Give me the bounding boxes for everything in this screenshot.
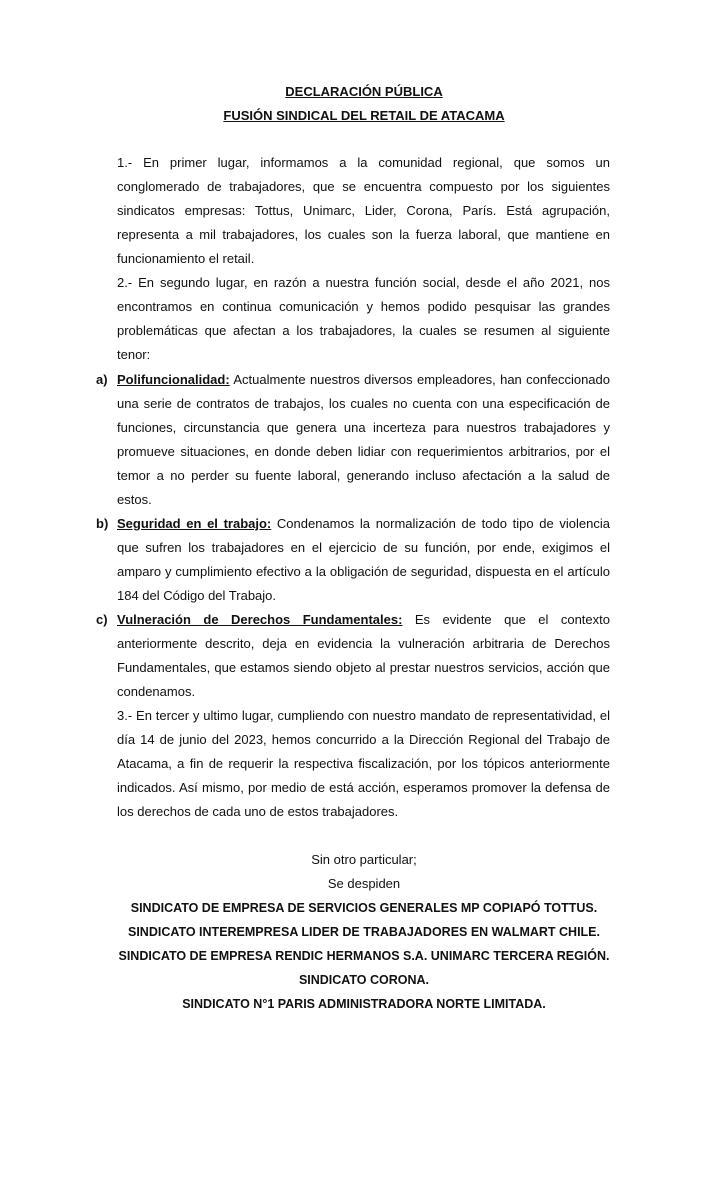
signatory: SINDICATO CORONA.	[298, 973, 430, 987]
item-b	[117, 512, 610, 608]
item-b-lead: Seguridad en el trabajo:	[117, 516, 272, 531]
document-title: DECLARACIÓN PÚBLICA	[285, 84, 443, 99]
item-a-text: Actualmente nuestros diversos empleadores, han confeccionado una serie de contratos de trabajos, los cuales no cuenta con una especificación de funciones, circunstancia que genera una incerteza para nuestros trabajadores y promueve situaciones, en donde deben lidiar con requerimientos arbitrarios, por el temor a no perder su fuente laboral, generando incluso afectación a la salud de estos.	[117, 372, 610, 507]
closing-line-1: Sin otro particular;	[311, 852, 417, 867]
item-c-lead: Vulneración de Derechos Fundamentales:	[117, 612, 403, 627]
item-c-letter: c)	[96, 612, 108, 627]
paragraph-2: 2.- En segundo lugar, en razón a nuestra función social, desde el año 2021, nos encontramos en continua comunicación y hemos podido pesquisar las grandes problemáticas que afectan a los trabajadores, la cuales se resumen al siguiente tenor:	[117, 275, 610, 362]
item-a-lead: Polifuncionalidad:	[117, 372, 230, 387]
item-b-letter: b)	[96, 516, 109, 531]
signatory: SINDICATO DE EMPRESA RENDIC HERMANOS S.A. UNIMARC TERCERA REGIÓN.	[118, 949, 610, 963]
signatory: SINDICATO DE EMPRESA DE SERVICIOS GENERALES MP COPIAPÓ TOTTUS.	[130, 901, 598, 915]
signatory: SINDICATO INTEREMPRESA LIDER DE TRABAJADORES EN WALMART CHILE.	[127, 925, 600, 939]
signatory: SINDICATO N°1 PARIS ADMINISTRADORA NORTE LIMITADA.	[182, 997, 546, 1011]
paragraph-3: 3.- En tercer y ultimo lugar, cumpliendo con nuestro mandato de representatividad, el día 14 de junio del 2023, hemos concurrido a la Dirección Regional del Trabajo de Atacama, a fin de requerir la respectiva fiscalización, por los tópicos anteriormente indicados. Así mismo, por medio de está acción, esperamos promover la defensa de los derechos de cada uno de estos trabajadores.	[117, 708, 610, 819]
item-a-letter: a)	[96, 372, 108, 387]
item-a	[117, 368, 610, 512]
document-subtitle: FUSIÓN SINDICAL DEL RETAIL DE ATACAMA	[223, 108, 505, 123]
paragraph-1: 1.- En primer lugar, informamos a la comunidad regional, que somos un conglomerado de trabajadores, que se encuentra compuesto por los siguientes sindicatos empresas: Tottus, Unimarc, Lider, Corona, París. Está agrupación, representa a mil trabajadores, los cuales son la fuerza laboral, que mantiene en funcionamiento el retail.	[117, 155, 610, 266]
closing-line-2: Se despiden	[327, 876, 401, 891]
item-c-text: Es evidente que el contexto anteriormente descrito, deja en evidencia la vulneración arbitraria de Derechos Fundamentales, que estamos siendo objeto al prestar nuestros servicios, acción que condenamos.	[117, 612, 610, 699]
item-b-text: Condenamos la normalización de todo tipo de violencia que sufren los trabajadores en el ejercicio de su función, por ende, exigimos el amparo y cumplimiento efectivo a la obligación de seguridad, dispuesta en el artículo 184 del Código del Trabajo.	[117, 516, 610, 603]
item-c	[117, 608, 610, 704]
